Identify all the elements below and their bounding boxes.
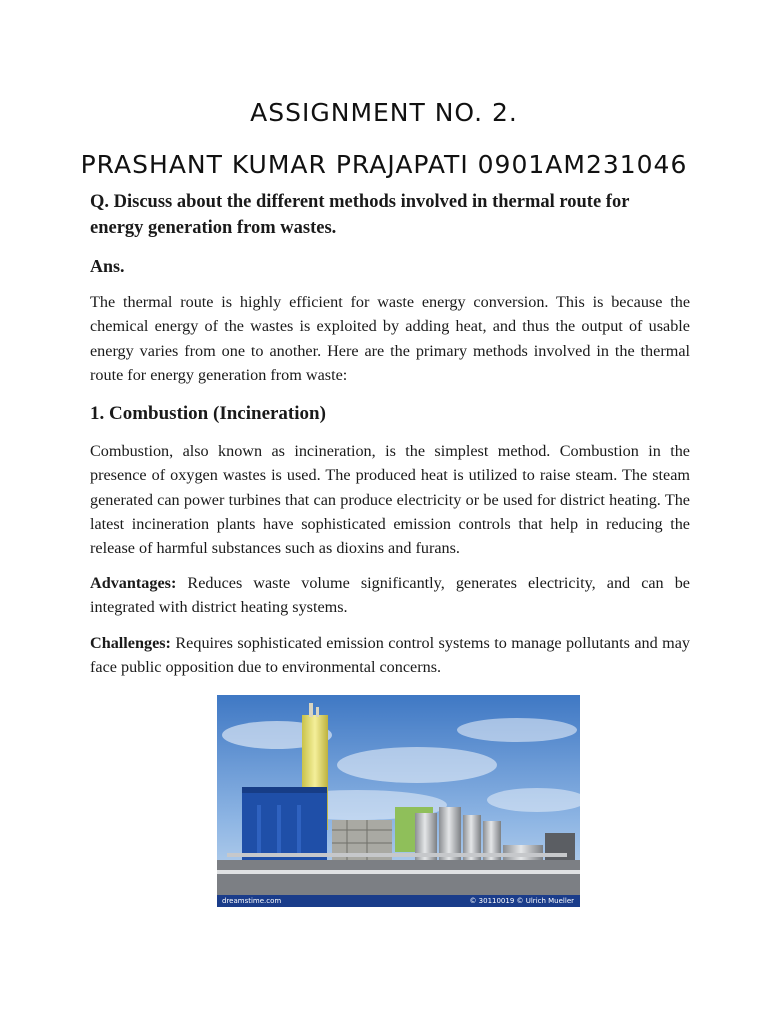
intro-paragraph: The thermal route is highly efficient for waste energy conversion. This is because the chemical energy of the wastes is exploited by adding heat, and thus the output of usable energy varies from one to another. Here are the primary methods involved in the thermal route for energy generation from waste: [90,293,690,384]
advantages-text: Reduces waste volume significantly, generates electricity, and can be integrated with district heating systems. [90,574,690,617]
advantages-label: Advantages: [90,574,177,592]
advantages-paragraph [90,571,690,620]
challenges-text: Requires sophisticated emission control systems to manage pollutants and may face public opposition due to environmental concerns. [90,634,690,677]
challenges-paragraph [90,631,690,680]
incineration-plant-photo [217,695,580,907]
author-line: PRASHANT KUMAR PRAJAPATI 0901AM231046 [80,150,688,179]
challenges-label: Challenges: [90,634,171,652]
combustion-paragraph: Combustion, also known as incineration, is the simplest method. Combustion in the presence of oxygen wastes is used. The produced heat is utilized to raise steam. The steam generated can power turbines that can produce electricity or be used for district heating. The latest incineration plants have sophisticated emission controls that help in reducing the release of harmful substances such as dioxins and furans. [90,442,690,558]
watermark-right: © 30110019 © Ulrich Mueller [469,897,574,905]
answer-label: Ans. [90,256,125,276]
watermark-left: dreamstime.com [222,897,282,905]
assignment-title: ASSIGNMENT NO. 2. [250,98,518,127]
question-text: Q. Discuss about the different methods involved in thermal route for energy generation from wastes. [90,192,630,238]
section-heading-combustion: 1. Combustion (Incineration) [90,403,326,424]
